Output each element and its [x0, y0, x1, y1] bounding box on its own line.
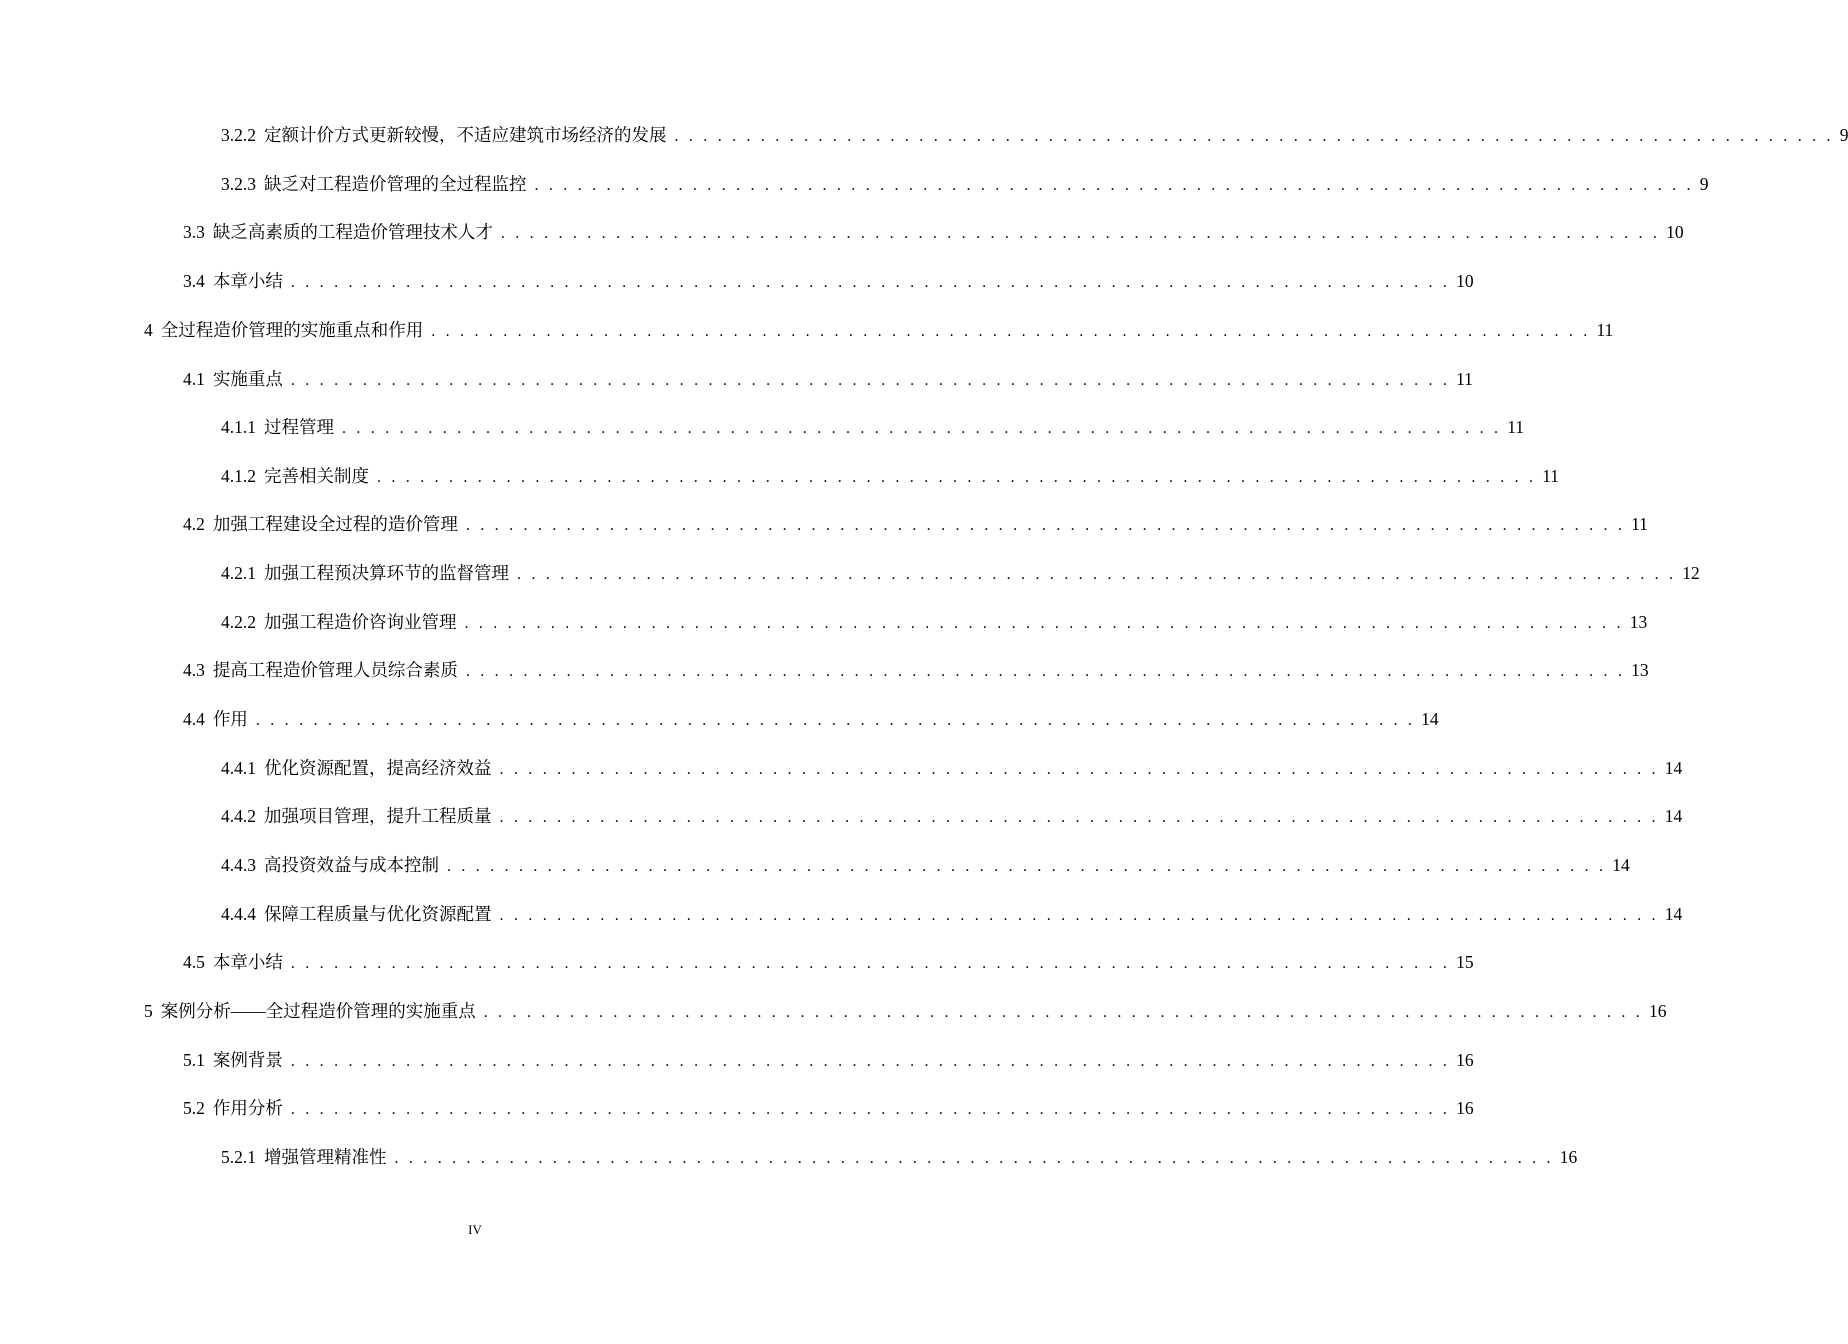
page-number: IV [468, 1222, 482, 1237]
toc-entry[interactable] [221, 850, 1630, 880]
toc-entry-number: 4.4.2 [221, 806, 256, 826]
toc-leader-dots: . . . . . . . . . . . . . . . . . . . . . . . . . . . . . . . . . . . . . . . . . . . . . . . . . . . . . . . . . . . . . . . . . . . . . . . . . . . . . . . . . [517, 566, 1677, 583]
toc-entry[interactable] [221, 412, 1525, 442]
toc-entry-page: 14 [1421, 709, 1439, 729]
toc-entry-page: 10 [1666, 222, 1684, 242]
toc-entry-title: 作用 [212, 709, 248, 729]
toc-entry-title: 高投资效益与成本控制 [264, 855, 439, 875]
toc-entry[interactable] [221, 169, 1709, 199]
toc-entry[interactable] [221, 607, 1648, 637]
toc-entry-title: 过程管理 [264, 417, 334, 437]
toc-entry-number: 4.2.1 [221, 563, 256, 583]
toc-entry-number: 3.3 [183, 222, 205, 242]
toc-entry[interactable] [221, 558, 1700, 588]
toc-leader-dots: . . . . . . . . . . . . . . . . . . . . . . . . . . . . . . . . . . . . . . . . . . . . . . . . . . . . . . . . . . . . . . . . . . . . . . . . . . . . . . . . . [394, 1150, 1554, 1167]
toc-entry-number: 4.1.1 [221, 417, 256, 437]
toc-entry[interactable] [144, 315, 1614, 345]
toc-leader-dots: . . . . . . . . . . . . . . . . . . . . . . . . . . . . . . . . . . . . . . . . . . . . . . . . . . . . . . . . . . . . . . . . . . . . . . . . . . . . . . . . . [447, 858, 1607, 875]
toc-entry-number: 4.3 [183, 660, 205, 680]
toc-leader-dots: . . . . . . . . . . . . . . . . . . . . . . . . . . . . . . . . . . . . . . . . . . . . . . . . . . . . . . . . . . . . . . . . . . . . . . . . . . . . . . . . . [500, 225, 1661, 242]
toc-entry-page: 14 [1664, 758, 1683, 778]
toc-entry-title: 作用分析 [212, 1098, 283, 1118]
toc-entry-page: 11 [1631, 514, 1648, 534]
toc-entry[interactable] [183, 947, 1474, 977]
toc-entry-number: 4.2.2 [221, 612, 256, 632]
toc-entry-title: 完善相关制度 [264, 466, 369, 486]
toc-entry-page: 11 [1596, 320, 1614, 340]
toc-entry-number: 5 [144, 1001, 153, 1021]
toc-entry-title: 提高工程造价管理人员综合素质 [212, 660, 458, 680]
toc-leader-dots: . . . . . . . . . . . . . . . . . . . . . . . . . . . . . . . . . . . . . . . . . . . . . . . . . . . . . . . . . . . . . . . . . . . . . . . . . . . . . . . . . [290, 1053, 1451, 1070]
toc-entry-page: 9 [1699, 174, 1709, 194]
toc-entry-number: 4.5 [183, 952, 205, 972]
toc-entry[interactable] [221, 801, 1683, 831]
toc-leader-dots: . . . . . . . . . . . . . . . . . . . . . . . . . . . . . . . . . . . . . . . . . . . . . . . . . . . . . . . . . . . . . . . . . . . . . . . . . . . . . . . . . [290, 955, 1451, 972]
toc-entry-page: 16 [1456, 1050, 1474, 1070]
toc-entry-number: 3.2.2 [221, 125, 256, 145]
toc-entry[interactable] [183, 1093, 1474, 1123]
toc-entry-number: 4.1 [183, 369, 205, 389]
toc-entry-title: 缺乏对工程造价管理的全过程监控 [264, 174, 527, 194]
toc-leader-dots: . . . . . . . . . . . . . . . . . . . . . . . . . . . . . . . . . . . . . . . . . . . . . . . . . . . . . . . . . . . . . . . . . . . . . . . . . . . . . . . . . [342, 420, 1502, 437]
toc-entry-title: 全过程造价管理的实施重点和作用 [160, 320, 424, 340]
toc-entry-number: 5.1 [183, 1050, 205, 1070]
toc-entry-title: 增强管理精准性 [264, 1147, 387, 1167]
toc-entry-title: 加强工程预决算环节的监督管理 [264, 563, 509, 583]
toc-entry-title: 案例背景 [212, 1050, 283, 1070]
toc-entry-title: 保障工程质量与优化资源配置 [264, 904, 492, 924]
toc-entry[interactable] [183, 704, 1439, 734]
toc-leader-dots: . . . . . . . . . . . . . . . . . . . . . . . . . . . . . . . . . . . . . . . . . . . . . . . . . . . . . . . . . . . . . . . . . . . . . . . . . . . . . . . . . [499, 907, 1659, 924]
toc-entry-page: 14 [1664, 904, 1683, 924]
toc-leader-dots: . . . . . . . . . . . . . . . . . . . . . . . . . . . . . . . . . . . . . . . . . . . . . . . . . . . . . . . . . . . . . . . . . . . . . . . . . . . . . . . . . [465, 663, 1626, 680]
toc-leader-dots: . . . . . . . . . . . . . . . . . . . . . . . . . . . . . . . . . . . . . . . . . . . . . . . . . . . . . . . . . . . . . . . . . . . . . . . . . . . . . . . . . [255, 712, 1416, 729]
toc-entry[interactable] [183, 217, 1684, 247]
toc-entry[interactable] [183, 509, 1648, 539]
toc-entry-title: 优化资源配置，提高经济效益 [264, 758, 492, 778]
toc-entry-page: 15 [1456, 952, 1474, 972]
toc-entry[interactable] [221, 120, 1848, 150]
toc-entry-title: 加强工程造价咨询业管理 [264, 612, 457, 632]
toc-leader-dots: . . . . . . . . . . . . . . . . . . . . . . . . . . . . . . . . . . . . . . . . . . . . . . . . . . . . . . . . . . . . . . . . . . . . . . . . . . . . . . . . . [464, 615, 1624, 632]
toc-entry[interactable] [183, 364, 1473, 394]
toc-entry-number: 4.1.2 [221, 466, 256, 486]
toc-entry-page: 16 [1559, 1147, 1578, 1167]
toc-entry-number: 5.2 [183, 1098, 205, 1118]
toc-entry-page: 12 [1682, 563, 1700, 583]
toc-entry-number: 4.4.4 [221, 904, 256, 924]
toc-entry-page: 14 [1612, 855, 1630, 875]
toc-entry[interactable] [221, 461, 1560, 491]
toc-entry[interactable] [144, 996, 1667, 1026]
toc-entry-page: 11 [1456, 369, 1473, 389]
toc-entry-page: 13 [1629, 612, 1648, 632]
toc-entry-title: 本章小结 [212, 271, 283, 291]
toc-entry-title: 本章小结 [212, 952, 283, 972]
toc-leader-dots: . . . . . . . . . . . . . . . . . . . . . . . . . . . . . . . . . . . . . . . . . . . . . . . . . . . . . . . . . . . . . . . . . . . . . . . . . . . . . . . . . [674, 128, 1834, 145]
toc-entry-title: 加强项目管理，提升工程质量 [264, 806, 492, 826]
toc-leader-dots: . . . . . . . . . . . . . . . . . . . . . . . . . . . . . . . . . . . . . . . . . . . . . . . . . . . . . . . . . . . . . . . . . . . . . . . . . . . . . . . . . [499, 809, 1659, 826]
toc-entry[interactable] [183, 655, 1649, 685]
toc-leader-dots: . . . . . . . . . . . . . . . . . . . . . . . . . . . . . . . . . . . . . . . . . . . . . . . . . . . . . . . . . . . . . . . . . . . . . . . . . . . . . . . . . [534, 177, 1694, 194]
toc-entry[interactable] [221, 753, 1683, 783]
toc-entry-title: 案例分析——全过程造价管理的实施重点 [160, 1001, 476, 1021]
toc-entry-page: 9 [1839, 125, 1848, 145]
toc-leader-dots: . . . . . . . . . . . . . . . . . . . . . . . . . . . . . . . . . . . . . . . . . . . . . . . . . . . . . . . . . . . . . . . . . . . . . . . . . . . . . . . . . [499, 761, 1659, 778]
toc-entry[interactable] [221, 899, 1683, 929]
toc-entry-number: 4 [144, 320, 153, 340]
toc-entry[interactable] [183, 266, 1474, 296]
toc-entry-number: 4.2 [183, 514, 205, 534]
toc-entry-number: 4.4.3 [221, 855, 256, 875]
toc-entry-title: 定额计价方式更新较慢，不适应建筑市场经济的发展 [264, 125, 667, 145]
toc-entry-number: 5.2.1 [221, 1147, 256, 1167]
toc-leader-dots: . . . . . . . . . . . . . . . . . . . . . . . . . . . . . . . . . . . . . . . . . . . . . . . . . . . . . . . . . . . . . . . . . . . . . . . . . . . . . . . . . [483, 1004, 1643, 1021]
toc-entry-number: 3.4 [183, 271, 205, 291]
toc-leader-dots: . . . . . . . . . . . . . . . . . . . . . . . . . . . . . . . . . . . . . . . . . . . . . . . . . . . . . . . . . . . . . . . . . . . . . . . . . . . . . . . . . [377, 469, 1537, 486]
toc-leader-dots: . . . . . . . . . . . . . . . . . . . . . . . . . . . . . . . . . . . . . . . . . . . . . . . . . . . . . . . . . . . . . . . . . . . . . . . . . . . . . . . . . [290, 274, 1451, 291]
toc-entry-number: 3.2.3 [221, 174, 256, 194]
toc-entry-page: 10 [1456, 271, 1474, 291]
toc-entry-page: 11 [1507, 417, 1525, 437]
toc-entry[interactable] [183, 1045, 1474, 1075]
toc-entry-page: 13 [1631, 660, 1649, 680]
toc-leader-dots: . . . . . . . . . . . . . . . . . . . . . . . . . . . . . . . . . . . . . . . . . . . . . . . . . . . . . . . . . . . . . . . . . . . . . . . . . . . . . . . . . [465, 517, 1626, 534]
toc-entry-number: 4.4.1 [221, 758, 256, 778]
toc-entry-page: 16 [1648, 1001, 1667, 1021]
toc-leader-dots: . . . . . . . . . . . . . . . . . . . . . . . . . . . . . . . . . . . . . . . . . . . . . . . . . . . . . . . . . . . . . . . . . . . . . . . . . . . . . . . . . [290, 372, 1451, 389]
toc-entry-title: 缺乏高素质的工程造价管理技术人才 [212, 222, 493, 242]
toc-entry-number: 4.4 [183, 709, 205, 729]
toc-leader-dots: . . . . . . . . . . . . . . . . . . . . . . . . . . . . . . . . . . . . . . . . . . . . . . . . . . . . . . . . . . . . . . . . . . . . . . . . . . . . . . . . . [290, 1101, 1451, 1118]
toc-entry-page: 11 [1542, 466, 1560, 486]
toc-leader-dots: . . . . . . . . . . . . . . . . . . . . . . . . . . . . . . . . . . . . . . . . . . . . . . . . . . . . . . . . . . . . . . . . . . . . . . . . . . . . . . . . . [431, 323, 1591, 340]
toc-entry-page: 14 [1664, 806, 1683, 826]
toc-entry-title: 加强工程建设全过程的造价管理 [212, 514, 458, 534]
toc-entry-title: 实施重点 [212, 369, 283, 389]
toc-entry[interactable] [221, 1142, 1578, 1172]
toc-entry-page: 16 [1456, 1098, 1474, 1118]
